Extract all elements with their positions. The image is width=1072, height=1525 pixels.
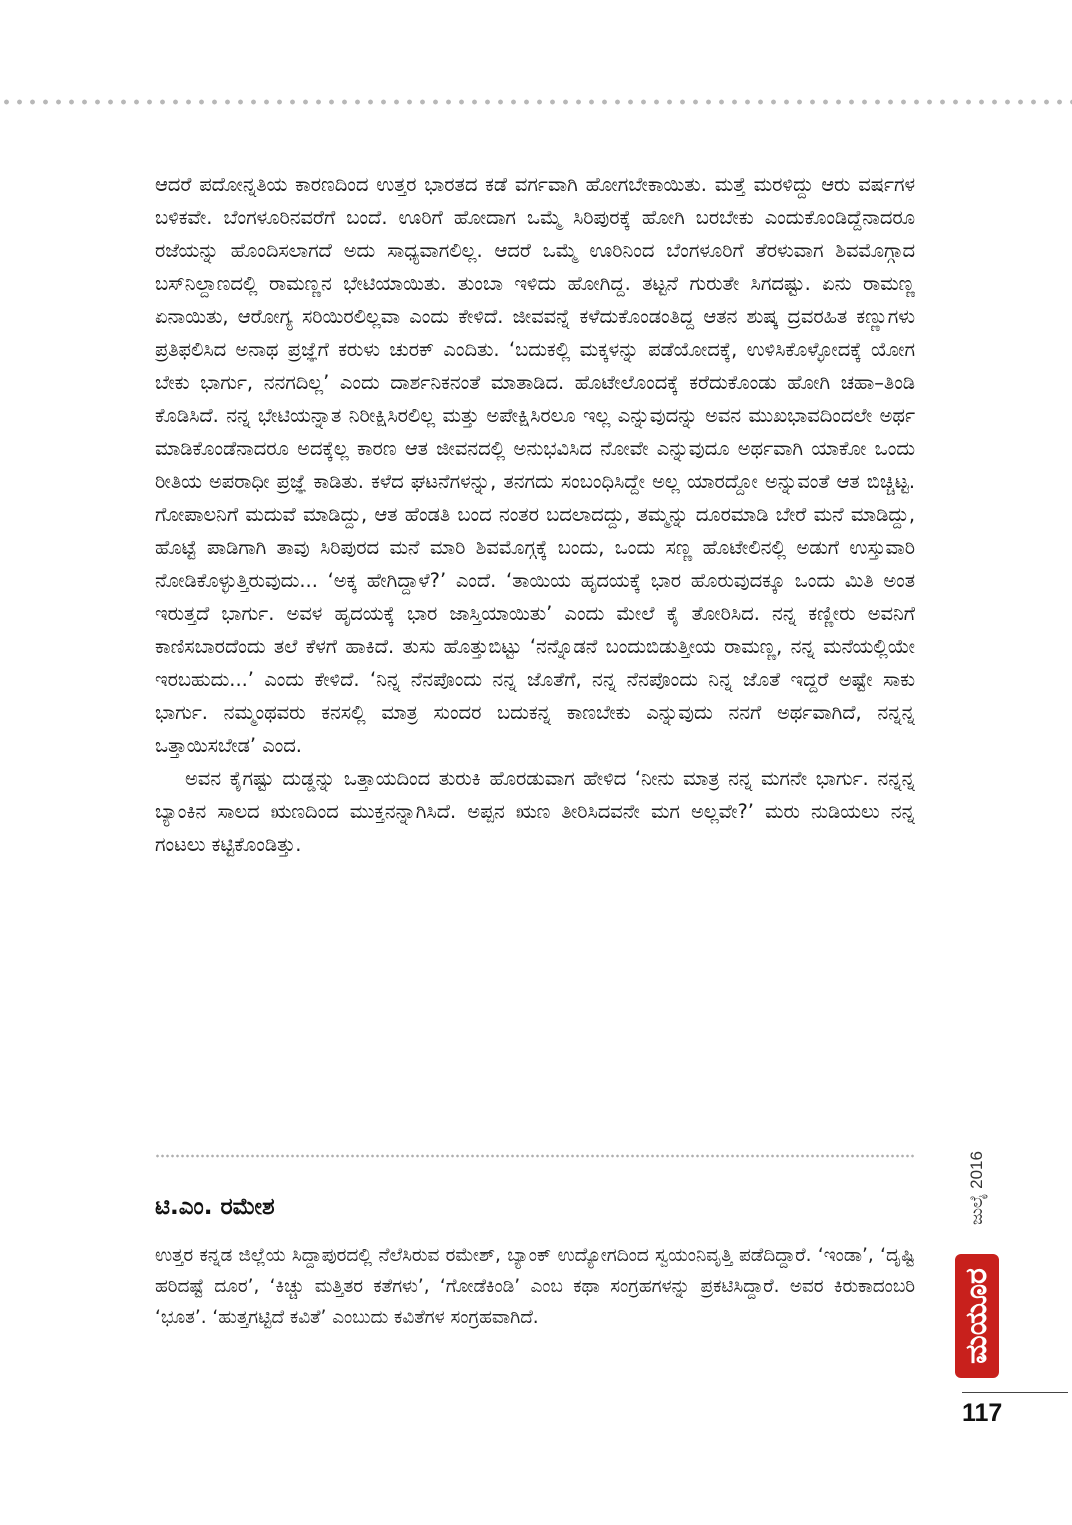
issue-date [955, 1130, 999, 1246]
page-number-rule [962, 1392, 1068, 1393]
story-paragraph-1: ಆದರೆ ಪದೋನ್ನತಿಯ ಕಾರಣದಿಂದ ಉತ್ತರ ಭಾರತದ ಕಡೆ ವರ್ಗವಾಗಿ ಹೋಗಬೇಕಾಯಿತು. ಮತ್ತೆ ಮರಳಿದ್ದು ಆರು ವರ್ಷಗಳ ಬಳಿಕವೇ. ಬೆಂಗಳೂರಿನವರೆಗೆ ಬಂದೆ. ಊರಿಗೆ ಹೋದಾಗ ಒಮ್ಮೆ ಸಿರಿಪುರಕ್ಕೆ ಹೋಗಿ ಬರಬೇಕು ಎಂದುಕೊಂಡಿದ್ದೆನಾದರೂ ರಜೆಯನ್ನು ಹೊಂದಿಸಲಾಗದೆ ಅದು ಸಾಧ್ಯವಾಗಲಿಲ್ಲ. ಆದರೆ ಒಮ್ಮೆ ಊರಿನಿಂದ ಬೆಂಗಳೂರಿಗೆ ತೆರಳುವಾಗ ಶಿವಮೊಗ್ಗಾದ ಬಸ್‌ನಿಲ್ದಾಣದಲ್ಲಿ ರಾಮಣ್ಣನ ಭೇಟಿಯಾಯಿತು. ತುಂಬಾ ಇಳಿದು ಹೋಗಿದ್ದ. ತಟ್ಟನೆ ಗುರುತೇ ಸಿಗದಷ್ಟು. ಏನು ರಾಮಣ್ಣ ಏನಾಯಿತು, ಆರೋಗ್ಯ ಸರಿಯಿರಲಿಲ್ಲವಾ ಎಂದು ಕೇಳಿದೆ. ಜೀವವನ್ನೆ ಕಳೆದುಕೊಂಡಂತಿದ್ದ ಆತನ ಶುಷ್ಕ ದ್ರವರಹಿತ ಕಣ್ಣುಗಳು ಪ್ರತಿಫಲಿಸಿದ ಅನಾಥ ಪ್ರಜ್ಞೆಗೆ ಕರುಳು ಚುರಕ್ ಎಂದಿತು. ‘ಬದುಕಲ್ಲಿ ಮಕ್ಕಳನ್ನು ಪಡೆಯೋದಕ್ಕೆ, ಉಳಿಸಿಕೊಳ್ಳೋದಕ್ಕೆ ಯೋಗ ಬೇಕು ಭಾರ್ಗು, ನನಗದಿಲ್ಲ’ ಎಂದು ದಾರ್ಶನಿಕನಂತೆ ಮಾತಾಡಿದ. ಹೊಟೇಲೊಂದಕ್ಕೆ ಕರೆದುಕೊಂಡು ಹೋಗಿ ಚಹಾ–ತಿಂಡಿ ಕೊಡಿಸಿದೆ. ನನ್ನ ಭೇಟಿಯನ್ನಾತ ನಿರೀಕ್ಷಿಸಿರಲಿಲ್ಲ ಮತ್ತು ಅಪೇಕ್ಷಿಸಿರಲೂ ಇಲ್ಲ ಎನ್ನುವುದನ್ನು ಅವನ ಮುಖಭಾವದಿಂದಲೇ ಅರ್ಥ ಮಾಡಿಕೊಂಡೆನಾದರೂ ಅದಕ್ಕೆಲ್ಲ ಕಾರಣ ಆತ ಜೀವನದಲ್ಲಿ ಅನುಭವಿಸಿದ ನೋವೇ ಎನ್ನುವುದೂ ಅರ್ಥವಾಗಿ ಯಾಕೋ ಒಂದು ರೀತಿಯ ಅಪರಾಧೀ ಪ್ರಜ್ಞೆ ಕಾಡಿತು. ಕಳೆದ ಘಟನೆಗಳನ್ನು, ತನಗದು ಸಂಬಂಧಿಸಿದ್ದೇ ಅಲ್ಲ ಯಾರದ್ದೋ ಅನ್ನುವಂತೆ ಆತ ಬಿಚ್ಚಿಟ್ಟ. ಗೋಪಾಲನಿಗೆ ಮದುವೆ ಮಾಡಿದ್ದು, ಆತ ಹೆಂಡತಿ ಬಂದ ನಂತರ ಬದಲಾದದ್ದು, ತಮ್ಮನ್ನು ದೂರಮಾಡಿ ಬೇರೆ ಮನೆ ಮಾಡಿದ್ದು, ಹೊಟ್ಟೆ ಪಾಡಿಗಾಗಿ ತಾವು ಸಿರಿಪುರದ ಮನೆ ಮಾರಿ ಶಿವಮೊಗ್ಗಕ್ಕೆ ಬಂದು, ಒಂದು ಸಣ್ಣ ಹೊಟೇಲಿನಲ್ಲಿ ಅಡುಗೆ ಉಸ್ತುವಾರಿ ನೋಡಿಕೊಳ್ಳುತ್ತಿರುವುದು... ‘ಅಕ್ಕ ಹೇಗಿದ್ದಾಳೆ?’ ಎಂದೆ. ‘ತಾಯಿಯ ಹೃದಯಕ್ಕೆ ಭಾರ ಹೊರುವುದಕ್ಕೂ ಒಂದು ಮಿತಿ ಅಂತ ಇರುತ್ತದೆ ಭಾರ್ಗು. ಅವಳ ಹೃದಯಕ್ಕೆ ಭಾರ ಜಾಸ್ತಿಯಾಯಿತು’ ಎಂದು ಮೇಲೆ ಕೈ ತೋರಿಸಿದ. ನನ್ನ ಕಣ್ಣೀರು ಅವನಿಗೆ ಕಾಣಿಸಬಾರದೆಂದು ತಲೆ ಕೆಳಗೆ ಹಾಕಿದೆ. ತುಸು ಹೊತ್ತುಬಿಟ್ಟು ‘ನನ್ನೊಡನೆ ಬಂದುಬಿಡುತ್ತೀಯ ರಾಮಣ್ಣ, ನನ್ನ ಮನೆಯಲ್ಲಿಯೇ ಇರಬಹುದು...’ ಎಂದು ಕೇಳಿದೆ. ‘ನಿನ್ನ ನೆನಪೊಂದು ನನ್ನ ಜೊತೆಗೆ, ನನ್ನ ನೆನಪೊಂದು ನಿನ್ನ ಜೊತೆ ಇದ್ದರೆ ಅಷ್ಟೇ ಸಾಕು ಭಾರ್ಗು. ನಮ್ಮಂಥವರು ಕನಸಲ್ಲಿ ಮಾತ್ರ ಸುಂದರ ಬದುಕನ್ನ ಕಾಣಬೇಕು ಎನ್ನುವುದು ನನಗೆ ಅರ್ಥವಾಗಿದೆ, ನನ್ನನ್ನ ಒತ್ತಾಯಿಸಬೇಡ’ ಎಂದ. [155, 173, 915, 757]
story-paragraph-2: ಅವನ ಕೈಗಷ್ಟು ದುಡ್ಡನ್ನು ಒತ್ತಾಯದಿಂದ ತುರುಕಿ ಹೊರಡುವಾಗ ಹೇಳಿದ ‘ನೀನು ಮಾತ್ರ ನನ್ನ ಮಗನೇ ಭಾರ್ಗು. ನನ್ನನ್ನ ಬ್ಯಾಂಕಿನ ಸಾಲದ ಋಣದಿಂದ ಮುಕ್ತನನ್ನಾಗಿಸಿದೆ. ಅಪ್ಪನ ಋಣ ತೀರಿಸಿದವನೇ ಮಗ ಅಲ್ಲವೇ?’ ಮರು ನುಡಿಯಲು ನನ್ನ ಗಂಟಲು ಕಟ್ಟಿಕೊಂಡಿತ್ತು. [155, 767, 915, 856]
author-bio: ಉತ್ತರ ಕನ್ನಡ ಜಿಲ್ಲೆಯ ಸಿದ್ದಾಪುರದಲ್ಲಿ ನೆಲೆಸಿರುವ ರಮೇಶ್, ಬ್ಯಾಂಕ್ ಉದ್ಯೋಗದಿಂದ ಸ್ವಯಂನಿವೃತ್ತಿ ಪಡೆದಿದ್ದಾರೆ. ‘ಇಂಡಾ’, ‘ದೃಷ್ಟಿ ಹರಿದಷ್ಟೆ ದೂರ’, ‘ಕಿಚ್ಚು ಮತ್ತಿತರ ಕತೆಗಳು’, ‘ಗೋಡೆಕಿಂಡಿ’ ಎಂಬ ಕಥಾ ಸಂಗ್ರಹಗಳನ್ನು ಪ್ರಕಟಿಸಿದ್ದಾರೆ. ಅವರ ಕಿರುಕಾದಂಬರಿ ‘ಭೂತ’. ‘ಹುತ್ತಗಟ್ಟಿದೆ ಕವಿತೆ’ ಎಂಬುದು ಕವಿತೆಗಳ ಸಂಗ್ರಹವಾಗಿದೆ. [155, 1245, 915, 1328]
page-number: 117 [962, 1399, 1003, 1427]
magazine-logo [955, 1254, 999, 1378]
issue-date-label: ಜುಲೈ 2016 [967, 1151, 986, 1225]
section-divider [155, 1154, 915, 1158]
top-dotted-border [0, 98, 1072, 106]
side-brand-strip [955, 1130, 999, 1390]
magazine-logo-text: ಮಯೂರ [959, 1268, 994, 1364]
author-name: ಟಿ.ಎಂ. ರಮೇಶ [155, 1194, 275, 1220]
story-body [155, 168, 915, 1068]
